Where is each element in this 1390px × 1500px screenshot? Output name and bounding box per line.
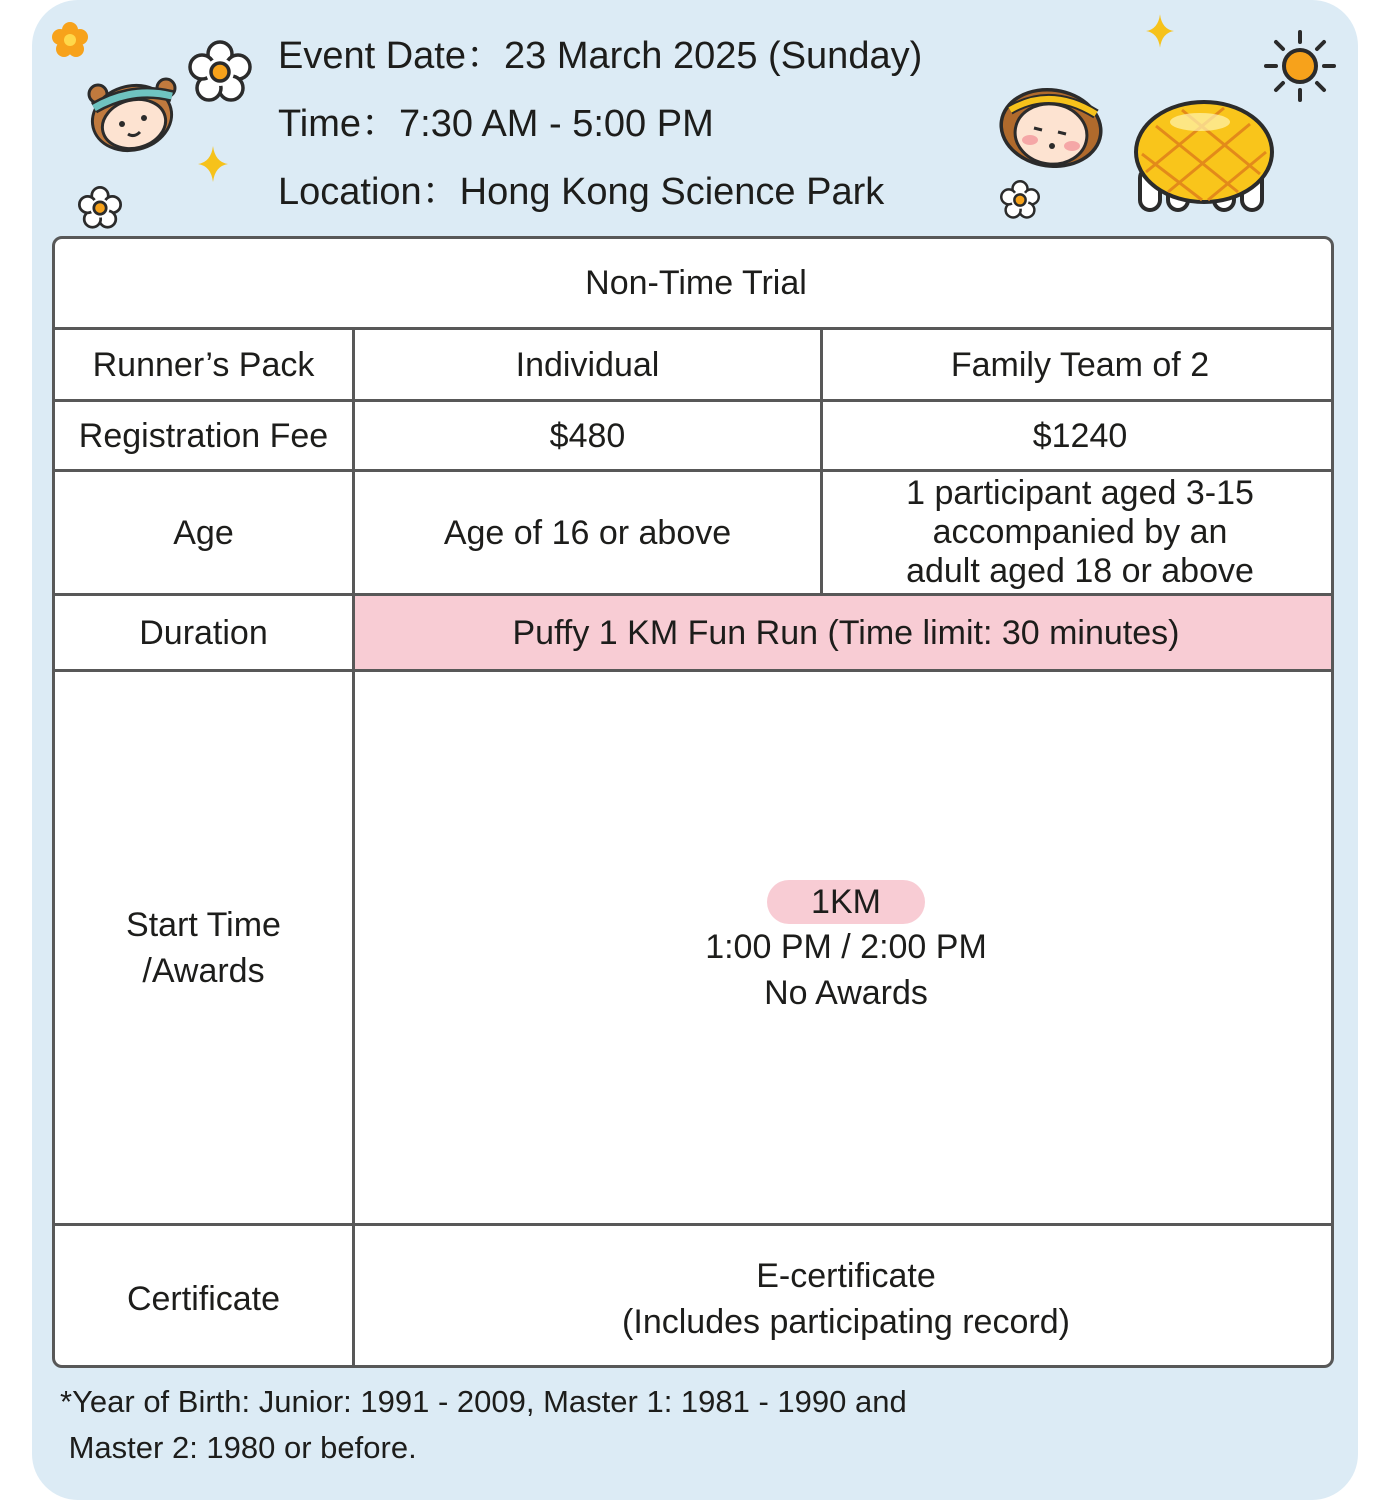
girl-headband-icon bbox=[86, 74, 178, 154]
individual-header: Individual bbox=[515, 345, 660, 384]
start-awards-value bbox=[355, 672, 1334, 1223]
distance-badge: 1KM bbox=[767, 880, 925, 924]
certificate-line: (Includes participating record) bbox=[622, 1302, 1070, 1341]
footnote-line: *Year of Birth: Junior: 1991 - 2009, Master 1: 1981 - 1990 and bbox=[60, 1384, 907, 1419]
sun-icon bbox=[1264, 30, 1336, 102]
flower-icon bbox=[188, 40, 252, 104]
awards: No Awards bbox=[764, 973, 928, 1012]
age-label: Age bbox=[173, 513, 234, 552]
age-family bbox=[823, 472, 1334, 593]
certificate-value bbox=[355, 1226, 1334, 1368]
event-location: Location：Hong Kong Science Park bbox=[278, 171, 885, 213]
start-awards-label bbox=[55, 672, 352, 1223]
table-title: Non-Time Trial bbox=[585, 264, 807, 302]
girl-face-icon bbox=[996, 84, 1106, 168]
fee-individual: $480 bbox=[549, 416, 626, 455]
fee-label: Registration Fee bbox=[78, 416, 329, 455]
fee-family: $1240 bbox=[1032, 416, 1128, 455]
age-individual: Age of 16 or above bbox=[443, 513, 732, 552]
age-family-line: accompanied by an bbox=[932, 513, 1228, 551]
family-header: Family Team of 2 bbox=[950, 345, 1210, 384]
age-family-line: adult aged 18 or above bbox=[906, 552, 1254, 590]
certificate-line: E-certificate bbox=[756, 1256, 936, 1295]
start-label-line: /Awards bbox=[142, 951, 265, 990]
fee-table bbox=[52, 236, 1334, 1368]
age-family-line: 1 participant aged 3-15 bbox=[906, 474, 1254, 512]
start-label-line: Start Time bbox=[126, 905, 281, 944]
duration-label: Duration bbox=[139, 613, 268, 652]
event-date: Event Date：23 March 2025 (Sunday) bbox=[278, 35, 923, 77]
duration-value: Puffy 1 KM Fun Run (Time limit: 30 minutes) bbox=[355, 596, 1334, 669]
pineapple-bun-icon bbox=[1128, 96, 1276, 216]
flower-icon bbox=[52, 22, 88, 58]
start-times: 1:00 PM / 2:00 PM bbox=[705, 927, 987, 966]
event-time: Time：7:30 AM - 5:00 PM bbox=[278, 103, 714, 145]
sparkle-icon bbox=[198, 146, 228, 182]
flower-icon bbox=[78, 186, 122, 230]
runners-pack-label: Runner’s Pack bbox=[92, 345, 315, 384]
footnote-line: Master 2: 1980 or before. bbox=[60, 1430, 417, 1465]
certificate-label: Certificate bbox=[126, 1279, 281, 1318]
sparkle-icon bbox=[1146, 14, 1174, 48]
flower-icon bbox=[1000, 180, 1040, 220]
